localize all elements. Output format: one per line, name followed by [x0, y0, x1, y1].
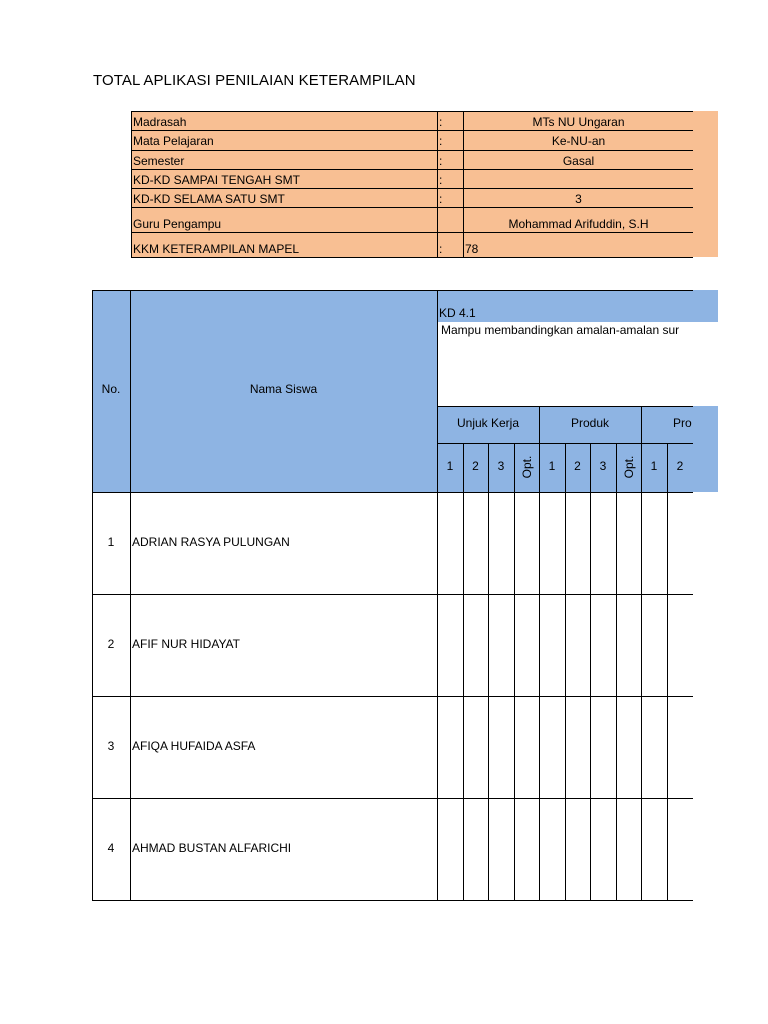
score-cell[interactable] [488, 594, 514, 696]
sub-column-number: 1 [650, 459, 658, 473]
score-cell[interactable] [488, 798, 514, 900]
grid-line [92, 290, 93, 901]
student-number: 1 [107, 535, 115, 549]
info-value: Mohammad Arifuddin, S.H [508, 217, 649, 231]
score-cell[interactable] [463, 594, 488, 696]
score-cell[interactable] [514, 492, 539, 594]
score-cell[interactable] [667, 594, 693, 696]
score-cell[interactable] [616, 696, 641, 798]
score-cell[interactable] [539, 594, 565, 696]
info-row [131, 232, 693, 257]
score-cell[interactable] [565, 492, 590, 594]
info-label: Madrasah [133, 115, 187, 129]
info-column-divider [437, 111, 438, 258]
student-number: 4 [107, 841, 115, 855]
sub-column-number: 2 [472, 459, 479, 473]
score-cell[interactable] [539, 492, 565, 594]
score-cell[interactable] [437, 594, 463, 696]
student-name: AHMAD BUSTAN ALFARICHI [132, 841, 292, 855]
score-cell[interactable] [488, 492, 514, 594]
score-cell[interactable] [641, 696, 667, 798]
grid-line [130, 290, 131, 901]
student-number: 3 [107, 739, 115, 753]
info-row [131, 150, 693, 169]
info-value: 78 [465, 242, 479, 256]
score-cell[interactable] [616, 594, 641, 696]
info-column-divider [131, 111, 132, 258]
info-colon: : [439, 134, 443, 148]
info-column-divider [463, 111, 464, 258]
score-cell[interactable] [590, 798, 616, 900]
student-number: 2 [107, 637, 115, 651]
score-cell[interactable] [590, 492, 616, 594]
student-name: AFIQA HUFAIDA ASFA [132, 739, 256, 753]
score-cell[interactable] [488, 696, 514, 798]
grid-line [92, 290, 693, 291]
group-unjuk-kerja: Unjuk Kerja [456, 416, 520, 430]
score-cell[interactable] [565, 798, 590, 900]
score-cell[interactable] [539, 696, 565, 798]
sub-column-number: 3 [599, 459, 607, 473]
score-cell[interactable] [463, 696, 488, 798]
info-value: 3 [575, 192, 582, 206]
score-cell[interactable] [514, 798, 539, 900]
score-cell[interactable] [565, 696, 590, 798]
score-cell[interactable] [641, 492, 667, 594]
score-cell[interactable] [616, 492, 641, 594]
info-label: KD-KD SAMPAI TENGAH SMT [133, 173, 300, 187]
score-cell[interactable] [590, 594, 616, 696]
score-cell[interactable] [463, 798, 488, 900]
sub-column-number: 3 [497, 459, 505, 473]
score-cell[interactable] [463, 492, 488, 594]
info-colon: : [439, 173, 443, 187]
score-cell[interactable] [616, 798, 641, 900]
info-label: Semester [133, 154, 185, 168]
info-colon: : [439, 242, 443, 256]
student-name: AFIF NUR HIDAYAT [132, 637, 240, 651]
score-cell[interactable] [565, 594, 590, 696]
score-cell[interactable] [437, 798, 463, 900]
score-cell[interactable] [437, 492, 463, 594]
info-value: MTs NU Ungaran [532, 115, 625, 129]
info-row [131, 130, 693, 150]
grid-line [437, 406, 693, 407]
info-row [131, 111, 693, 130]
score-cell[interactable] [514, 696, 539, 798]
sub-column-number: 2 [676, 459, 684, 473]
info-colon: : [439, 154, 443, 168]
student-name: ADRIAN RASYA PULUNGAN [132, 535, 290, 549]
score-cell[interactable] [667, 696, 693, 798]
info-label: Guru Pengampu [133, 217, 222, 231]
info-label: KKM KETERAMPILAN MAPEL [133, 242, 300, 256]
group-proyek: Pro [673, 416, 692, 430]
kd-code: KD 4.1 [439, 306, 476, 320]
score-cell[interactable] [667, 492, 693, 594]
score-cell[interactable] [590, 696, 616, 798]
info-row [131, 188, 693, 207]
sub-column-opt: Opt. [621, 455, 636, 478]
header-kd-bg [437, 290, 718, 322]
info-row [131, 207, 693, 232]
info-label: Mata Pelajaran [133, 134, 214, 148]
info-bottom-border [131, 257, 693, 258]
group-produk: Produk [570, 416, 610, 430]
info-value: Gasal [562, 154, 595, 168]
page-title: TOTAL APLIKASI PENILAIAN KETERAMPILAN [93, 72, 416, 89]
info-colon: : [439, 192, 443, 206]
score-cell[interactable] [641, 594, 667, 696]
info-value: Ke-NU-an [551, 134, 606, 148]
score-cell[interactable] [641, 798, 667, 900]
info-colon: : [439, 115, 443, 129]
sub-column-number: 1 [548, 459, 556, 473]
info-label: KD-KD SELAMA SATU SMT [133, 192, 285, 206]
sub-column-number: 2 [574, 459, 581, 473]
score-cell[interactable] [437, 696, 463, 798]
name-header: Nama Siswa [249, 382, 318, 396]
score-cell[interactable] [514, 594, 539, 696]
grid-line [92, 900, 693, 901]
sub-column-number: 1 [446, 459, 454, 473]
sub-column-opt: Opt. [519, 455, 534, 478]
score-cell[interactable] [539, 798, 565, 900]
kd-description: Mampu membandingkan amalan-amalan sur [441, 323, 680, 337]
score-cell[interactable] [667, 798, 693, 900]
info-block [131, 111, 718, 257]
info-row [131, 169, 693, 188]
no-header: No. [101, 382, 121, 396]
